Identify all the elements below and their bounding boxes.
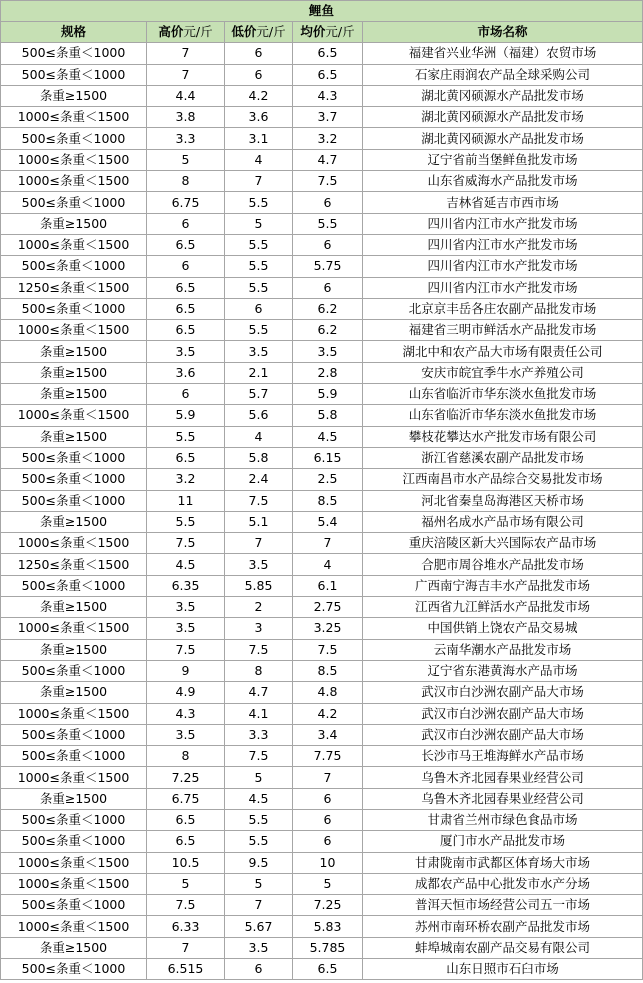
table-row xyxy=(1,511,643,532)
cell-avg: 5.75 xyxy=(293,256,363,277)
cell-spec: 1250≤条重＜1500 xyxy=(1,554,147,575)
cell-market: 广西南宁海吉丰水产品批发市场 xyxy=(363,575,643,596)
cell-low: 5.5 xyxy=(225,831,293,852)
cell-market: 江西南昌市水产品综合交易批发市场 xyxy=(363,469,643,490)
cell-avg: 5.5 xyxy=(293,213,363,234)
cell-spec: 1000≤条重＜1500 xyxy=(1,320,147,341)
cell-avg: 4.5 xyxy=(293,426,363,447)
cell-spec: 500≤条重＜1000 xyxy=(1,256,147,277)
cell-market: 厦门市水产品批发市场 xyxy=(363,831,643,852)
cell-avg: 7.75 xyxy=(293,746,363,767)
cell-market: 山东省临沂市华东淡水鱼批发市场 xyxy=(363,405,643,426)
cell-low: 4.2 xyxy=(225,85,293,106)
cell-high: 3.5 xyxy=(147,597,225,618)
cell-avg: 5.4 xyxy=(293,511,363,532)
cell-market: 中国供销上饶农产品交易城 xyxy=(363,618,643,639)
table-row xyxy=(1,341,643,362)
cell-high: 8 xyxy=(147,746,225,767)
table-row xyxy=(1,298,643,319)
cell-avg: 7.5 xyxy=(293,639,363,660)
cell-spec: 条重≥1500 xyxy=(1,682,147,703)
cell-avg: 7 xyxy=(293,533,363,554)
cell-spec: 1000≤条重＜1500 xyxy=(1,171,147,192)
cell-market: 武汉市白沙洲农副产品大市场 xyxy=(363,703,643,724)
cell-avg: 6.1 xyxy=(293,575,363,596)
header-low-label: 低价 xyxy=(231,24,257,40)
cell-low: 2.4 xyxy=(225,469,293,490)
cell-low: 5 xyxy=(225,873,293,894)
cell-market: 武汉市白沙洲农副产品大市场 xyxy=(363,682,643,703)
cell-avg: 2.75 xyxy=(293,597,363,618)
cell-avg: 7 xyxy=(293,767,363,788)
cell-low: 4 xyxy=(225,149,293,170)
cell-market: 重庆涪陵区新大兴国际农产品市场 xyxy=(363,533,643,554)
cell-high: 6.5 xyxy=(147,298,225,319)
cell-market: 湖北中和农产品大市场有限责任公司 xyxy=(363,341,643,362)
cell-market: 北京京丰岳各庄农副产品批发市场 xyxy=(363,298,643,319)
cell-market: 云南华潮水产品批发市场 xyxy=(363,639,643,660)
cell-spec: 1000≤条重＜1500 xyxy=(1,916,147,937)
cell-high: 6.75 xyxy=(147,192,225,213)
table-row xyxy=(1,639,643,660)
cell-high: 7.5 xyxy=(147,895,225,916)
table-row xyxy=(1,959,643,980)
cell-market: 浙江省慈溪农副产品批发市场 xyxy=(363,447,643,468)
table-row xyxy=(1,660,643,681)
cell-spec: 500≤条重＜1000 xyxy=(1,831,147,852)
cell-spec: 条重≥1500 xyxy=(1,384,147,405)
cell-spec: 1250≤条重＜1500 xyxy=(1,277,147,298)
cell-low: 2 xyxy=(225,597,293,618)
header-spec: 规格 xyxy=(1,22,147,43)
cell-market: 石家庄雨润农产品全球采购公司 xyxy=(363,64,643,85)
cell-market: 乌鲁木齐北园春果业经营公司 xyxy=(363,767,643,788)
table-row xyxy=(1,447,643,468)
cell-avg: 6 xyxy=(293,831,363,852)
cell-low: 5.5 xyxy=(225,320,293,341)
cell-market: 四川省内江市水产批发市场 xyxy=(363,256,643,277)
header-high xyxy=(147,22,225,43)
cell-low: 5.7 xyxy=(225,384,293,405)
cell-spec: 1000≤条重＜1500 xyxy=(1,533,147,554)
table-row xyxy=(1,213,643,234)
cell-high: 7 xyxy=(147,937,225,958)
cell-spec: 条重≥1500 xyxy=(1,788,147,809)
cell-high: 6.75 xyxy=(147,788,225,809)
cell-avg: 3.25 xyxy=(293,618,363,639)
cell-spec: 500≤条重＜1000 xyxy=(1,43,147,64)
cell-spec: 500≤条重＜1000 xyxy=(1,575,147,596)
table-row xyxy=(1,128,643,149)
cell-avg: 6.5 xyxy=(293,43,363,64)
cell-market: 湖北黄冈硕源水产品批发市场 xyxy=(363,85,643,106)
cell-low: 5.8 xyxy=(225,447,293,468)
table-row xyxy=(1,916,643,937)
cell-avg: 8.5 xyxy=(293,660,363,681)
cell-avg: 3.4 xyxy=(293,724,363,745)
cell-high: 7.5 xyxy=(147,533,225,554)
cell-spec: 1000≤条重＜1500 xyxy=(1,149,147,170)
cell-spec: 500≤条重＜1000 xyxy=(1,809,147,830)
cell-market: 安庆市皖宜季牛水产养殖公司 xyxy=(363,362,643,383)
table-row xyxy=(1,746,643,767)
cell-market: 福建省三明市鲜活水产品批发市场 xyxy=(363,320,643,341)
cell-high: 7 xyxy=(147,64,225,85)
table-row xyxy=(1,405,643,426)
header-market: 市场名称 xyxy=(363,22,643,43)
cell-avg: 6.5 xyxy=(293,64,363,85)
cell-high: 11 xyxy=(147,490,225,511)
cell-avg: 5.785 xyxy=(293,937,363,958)
cell-high: 3.5 xyxy=(147,341,225,362)
cell-avg: 6.5 xyxy=(293,959,363,980)
cell-spec: 500≤条重＜1000 xyxy=(1,660,147,681)
cell-low: 5.85 xyxy=(225,575,293,596)
cell-avg: 4.3 xyxy=(293,85,363,106)
cell-low: 4.1 xyxy=(225,703,293,724)
cell-market: 山东省威海水产品批发市场 xyxy=(363,171,643,192)
cell-high: 6 xyxy=(147,384,225,405)
table-row xyxy=(1,533,643,554)
cell-avg: 7.5 xyxy=(293,171,363,192)
cell-low: 5.1 xyxy=(225,511,293,532)
table-row xyxy=(1,64,643,85)
header-avg-unit: 元/斤 xyxy=(325,24,355,40)
cell-avg: 3.7 xyxy=(293,107,363,128)
cell-low: 5.6 xyxy=(225,405,293,426)
cell-high: 6.33 xyxy=(147,916,225,937)
table-row xyxy=(1,469,643,490)
table-row xyxy=(1,767,643,788)
cell-spec: 500≤条重＜1000 xyxy=(1,469,147,490)
cell-market: 辽宁省前当堡鲜鱼批发市场 xyxy=(363,149,643,170)
cell-spec: 条重≥1500 xyxy=(1,362,147,383)
cell-low: 5.5 xyxy=(225,809,293,830)
cell-low: 4.7 xyxy=(225,682,293,703)
cell-low: 5 xyxy=(225,213,293,234)
table-row xyxy=(1,831,643,852)
table-header-row xyxy=(1,22,643,43)
table-row xyxy=(1,703,643,724)
cell-avg: 7.25 xyxy=(293,895,363,916)
table-title: 鲤鱼 xyxy=(1,1,643,22)
cell-avg: 4.2 xyxy=(293,703,363,724)
cell-avg: 4 xyxy=(293,554,363,575)
cell-high: 9 xyxy=(147,660,225,681)
cell-low: 4.5 xyxy=(225,788,293,809)
cell-market: 湖北黄冈硕源水产品批发市场 xyxy=(363,128,643,149)
table-row xyxy=(1,682,643,703)
cell-low: 3.5 xyxy=(225,937,293,958)
cell-low: 5 xyxy=(225,767,293,788)
cell-high: 4.5 xyxy=(147,554,225,575)
table-row xyxy=(1,788,643,809)
table-row xyxy=(1,384,643,405)
cell-low: 6 xyxy=(225,64,293,85)
cell-high: 6.5 xyxy=(147,234,225,255)
cell-high: 4.4 xyxy=(147,85,225,106)
table-row xyxy=(1,554,643,575)
cell-avg: 2.5 xyxy=(293,469,363,490)
cell-low: 6 xyxy=(225,959,293,980)
cell-spec: 500≤条重＜1000 xyxy=(1,490,147,511)
header-low-unit: 元/斤 xyxy=(256,24,286,40)
cell-spec: 500≤条重＜1000 xyxy=(1,746,147,767)
cell-low: 3 xyxy=(225,618,293,639)
cell-spec: 1000≤条重＜1500 xyxy=(1,873,147,894)
cell-high: 6.5 xyxy=(147,277,225,298)
table-row xyxy=(1,320,643,341)
cell-spec: 500≤条重＜1000 xyxy=(1,959,147,980)
cell-high: 10.5 xyxy=(147,852,225,873)
cell-market: 蚌埠城南农副产品交易有限公司 xyxy=(363,937,643,958)
cell-avg: 5.8 xyxy=(293,405,363,426)
header-high-unit: 元/斤 xyxy=(183,24,213,40)
table-row xyxy=(1,426,643,447)
cell-spec: 1000≤条重＜1500 xyxy=(1,767,147,788)
cell-high: 6.5 xyxy=(147,320,225,341)
cell-market: 长沙市马王堆海鲜水产品市场 xyxy=(363,746,643,767)
cell-market: 福建省兴业华洲（福建）农贸市场 xyxy=(363,43,643,64)
cell-high: 6.5 xyxy=(147,447,225,468)
cell-low: 3.1 xyxy=(225,128,293,149)
cell-low: 3.5 xyxy=(225,554,293,575)
cell-spec: 500≤条重＜1000 xyxy=(1,895,147,916)
table-row xyxy=(1,192,643,213)
table-row xyxy=(1,937,643,958)
cell-avg: 6 xyxy=(293,788,363,809)
cell-high: 7 xyxy=(147,43,225,64)
cell-spec: 条重≥1500 xyxy=(1,937,147,958)
cell-spec: 条重≥1500 xyxy=(1,639,147,660)
table-row xyxy=(1,852,643,873)
cell-market: 武汉市白沙洲农副产品大市场 xyxy=(363,724,643,745)
cell-low: 5.5 xyxy=(225,277,293,298)
cell-spec: 500≤条重＜1000 xyxy=(1,724,147,745)
table-row xyxy=(1,171,643,192)
cell-market: 甘肃省兰州市绿色食品市场 xyxy=(363,809,643,830)
cell-avg: 5.83 xyxy=(293,916,363,937)
cell-high: 6 xyxy=(147,213,225,234)
cell-market: 山东省临沂市华东淡水鱼批发市场 xyxy=(363,384,643,405)
cell-avg: 10 xyxy=(293,852,363,873)
table-row xyxy=(1,43,643,64)
cell-low: 5.5 xyxy=(225,256,293,277)
cell-low: 3.5 xyxy=(225,341,293,362)
table-row xyxy=(1,809,643,830)
cell-high: 7.25 xyxy=(147,767,225,788)
cell-low: 3.6 xyxy=(225,107,293,128)
cell-market: 苏州市南环桥农副产品批发市场 xyxy=(363,916,643,937)
cell-high: 5.9 xyxy=(147,405,225,426)
cell-high: 3.5 xyxy=(147,724,225,745)
table-row xyxy=(1,575,643,596)
cell-spec: 1000≤条重＜1500 xyxy=(1,852,147,873)
cell-low: 5.5 xyxy=(225,192,293,213)
cell-low: 2.1 xyxy=(225,362,293,383)
cell-high: 6.515 xyxy=(147,959,225,980)
cell-spec: 条重≥1500 xyxy=(1,213,147,234)
table-row xyxy=(1,256,643,277)
table-row xyxy=(1,873,643,894)
cell-spec: 500≤条重＜1000 xyxy=(1,447,147,468)
cell-spec: 500≤条重＜1000 xyxy=(1,192,147,213)
cell-avg: 6 xyxy=(293,234,363,255)
cell-low: 6 xyxy=(225,43,293,64)
header-high-label: 高价 xyxy=(158,24,184,40)
header-avg xyxy=(293,22,363,43)
cell-high: 6.35 xyxy=(147,575,225,596)
cell-market: 河北省秦皇岛海港区天桥市场 xyxy=(363,490,643,511)
cell-avg: 4.8 xyxy=(293,682,363,703)
cell-high: 8 xyxy=(147,171,225,192)
cell-low: 5.5 xyxy=(225,234,293,255)
cell-high: 4.9 xyxy=(147,682,225,703)
cell-high: 6.5 xyxy=(147,831,225,852)
cell-spec: 500≤条重＜1000 xyxy=(1,298,147,319)
cell-market: 成都农产品中心批发市水产分场 xyxy=(363,873,643,894)
cell-low: 7.5 xyxy=(225,746,293,767)
cell-low: 7.5 xyxy=(225,490,293,511)
cell-spec: 条重≥1500 xyxy=(1,426,147,447)
cell-market: 湖北黄冈硕源水产品批发市场 xyxy=(363,107,643,128)
cell-avg: 4.7 xyxy=(293,149,363,170)
cell-low: 9.5 xyxy=(225,852,293,873)
cell-market: 普洱天恒市场经营公司五一市场 xyxy=(363,895,643,916)
cell-spec: 条重≥1500 xyxy=(1,85,147,106)
cell-avg: 5 xyxy=(293,873,363,894)
cell-avg: 5.9 xyxy=(293,384,363,405)
cell-spec: 1000≤条重＜1500 xyxy=(1,107,147,128)
cell-high: 5.5 xyxy=(147,511,225,532)
cell-market: 四川省内江市水产批发市场 xyxy=(363,277,643,298)
cell-avg: 3.2 xyxy=(293,128,363,149)
cell-high: 3.2 xyxy=(147,469,225,490)
cell-spec: 1000≤条重＜1500 xyxy=(1,405,147,426)
cell-spec: 条重≥1500 xyxy=(1,597,147,618)
cell-avg: 6 xyxy=(293,277,363,298)
cell-low: 3.3 xyxy=(225,724,293,745)
header-low xyxy=(225,22,293,43)
table-row xyxy=(1,107,643,128)
cell-low: 7 xyxy=(225,533,293,554)
cell-market: 辽宁省东港黄海水产品市场 xyxy=(363,660,643,681)
cell-low: 8 xyxy=(225,660,293,681)
table-row xyxy=(1,490,643,511)
cell-avg: 6.2 xyxy=(293,320,363,341)
cell-high: 3.5 xyxy=(147,618,225,639)
cell-spec: 1000≤条重＜1500 xyxy=(1,618,147,639)
cell-avg: 8.5 xyxy=(293,490,363,511)
table-row xyxy=(1,277,643,298)
table-row xyxy=(1,618,643,639)
table-row xyxy=(1,597,643,618)
cell-market: 四川省内江市水产批发市场 xyxy=(363,234,643,255)
cell-avg: 6.15 xyxy=(293,447,363,468)
cell-market: 江西省九江鲜活水产品批发市场 xyxy=(363,597,643,618)
cell-high: 4.3 xyxy=(147,703,225,724)
cell-market: 攀枝花攀达水产批发市场有限公司 xyxy=(363,426,643,447)
cell-high: 3.3 xyxy=(147,128,225,149)
table-title-row xyxy=(1,1,643,22)
header-avg-label: 均价 xyxy=(300,24,326,40)
cell-high: 5.5 xyxy=(147,426,225,447)
cell-low: 7 xyxy=(225,895,293,916)
table-row xyxy=(1,895,643,916)
table-row xyxy=(1,724,643,745)
cell-avg: 6 xyxy=(293,809,363,830)
cell-market: 吉林省延吉市西市场 xyxy=(363,192,643,213)
cell-spec: 1000≤条重＜1500 xyxy=(1,703,147,724)
cell-low: 7 xyxy=(225,171,293,192)
cell-high: 7.5 xyxy=(147,639,225,660)
cell-low: 5.67 xyxy=(225,916,293,937)
cell-spec: 条重≥1500 xyxy=(1,341,147,362)
cell-low: 7.5 xyxy=(225,639,293,660)
cell-high: 6.5 xyxy=(147,809,225,830)
cell-market: 山东日照市石臼市场 xyxy=(363,959,643,980)
cell-low: 4 xyxy=(225,426,293,447)
cell-market: 甘肃陇南市武都区体育场大市场 xyxy=(363,852,643,873)
table-row xyxy=(1,362,643,383)
cell-avg: 6 xyxy=(293,192,363,213)
cell-market: 四川省内江市水产批发市场 xyxy=(363,213,643,234)
table-row xyxy=(1,234,643,255)
cell-avg: 2.8 xyxy=(293,362,363,383)
cell-spec: 条重≥1500 xyxy=(1,511,147,532)
table-body xyxy=(1,43,643,980)
cell-market: 合肥市周谷堆水产品批发市场 xyxy=(363,554,643,575)
cell-spec: 500≤条重＜1000 xyxy=(1,64,147,85)
cell-spec: 1000≤条重＜1500 xyxy=(1,234,147,255)
table-row xyxy=(1,149,643,170)
cell-high: 5 xyxy=(147,873,225,894)
cell-high: 3.8 xyxy=(147,107,225,128)
cell-high: 5 xyxy=(147,149,225,170)
cell-high: 3.6 xyxy=(147,362,225,383)
cell-avg: 6.2 xyxy=(293,298,363,319)
cell-avg: 3.5 xyxy=(293,341,363,362)
cell-spec: 500≤条重＜1000 xyxy=(1,128,147,149)
cell-market: 乌鲁木齐北园春果业经营公司 xyxy=(363,788,643,809)
cell-market: 福州名成水产品市场有限公司 xyxy=(363,511,643,532)
cell-high: 6 xyxy=(147,256,225,277)
cell-low: 6 xyxy=(225,298,293,319)
table-row xyxy=(1,85,643,106)
